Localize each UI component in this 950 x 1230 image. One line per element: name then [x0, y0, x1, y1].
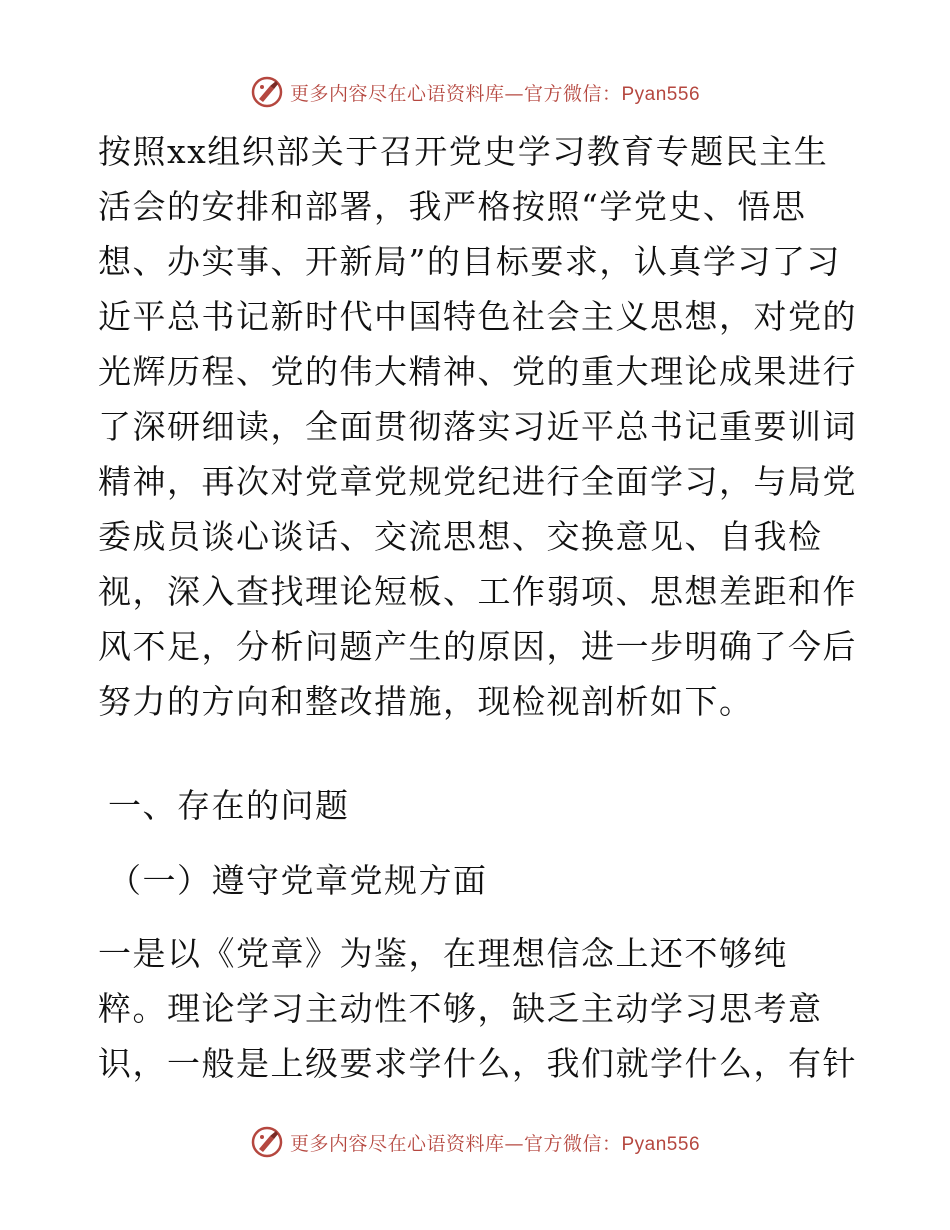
text-line: 识，一般是上级要求学什么，我们就学什么，有针 [98, 1044, 857, 1083]
text-line: 委成员谈心谈话、交流思想、交换意见、自我检 [98, 517, 823, 556]
watermark-wechat-label: 官方微信： [523, 1132, 622, 1155]
watermark-banner-bottom [0, 1120, 950, 1164]
watermark-wechat-id: Pyan556 [621, 83, 701, 105]
subsection-heading: （一）遵守党章党规方面 [108, 861, 488, 900]
watermark-text [290, 79, 700, 106]
body-paragraph [98, 926, 858, 1091]
text-line: 风不足，分析问题产生的原因，进一步明确了今后 [98, 627, 857, 666]
section-heading: 一、存在的问题 [108, 786, 350, 825]
text-line: 努力的方向和整改措施，现检视剖析如下。 [98, 682, 754, 721]
intro-paragraph [98, 124, 858, 729]
text-line: 视，深入查找理论短板、工作弱项、思想差距和作 [98, 572, 857, 611]
watermark-dash: — [504, 82, 524, 105]
text-line: 精神，再次对党章党规党纪进行全面学习，与局党 [98, 462, 857, 501]
text-line: 活会的安排和部署，我严格按照“学党史、悟思 [98, 187, 807, 226]
watermark-dash: — [504, 1132, 524, 1155]
watermark-text [290, 1129, 700, 1156]
text-line: 近平总书记新时代中国特色社会主义思想，对党的 [98, 297, 857, 336]
watermark-banner-top [0, 70, 950, 114]
text-line: 一是以《党章》为鉴，在理想信念上还不够纯 [98, 934, 788, 973]
seal-logo-icon [250, 75, 284, 109]
text-line: 按照xx组织部关于召开党史学习教育专题民主生 [98, 132, 829, 171]
text-line: 了深研细读，全面贯彻落实习近平总书记重要训词 [98, 407, 857, 446]
watermark-main: 更多内容尽在心语资料库 [289, 1132, 505, 1155]
seal-logo-icon [250, 1125, 284, 1159]
text-line: 粹。理论学习主动性不够，缺乏主动学习思考意 [98, 989, 823, 1028]
watermark-wechat-label: 官方微信： [523, 82, 622, 105]
text-line: 想、办实事、开新局”的目标要求，认真学习了习 [98, 242, 841, 281]
watermark-wechat-id: Pyan556 [621, 1133, 701, 1155]
text-line: 光辉历程、党的伟大精神、党的重大理论成果进行 [98, 352, 857, 391]
watermark-main: 更多内容尽在心语资料库 [289, 82, 505, 105]
